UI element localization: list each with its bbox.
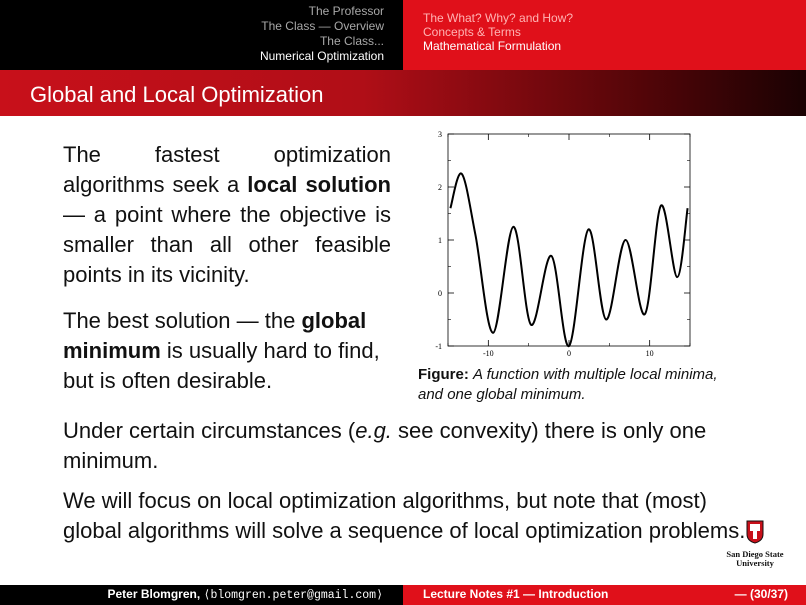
x-tick-label: 10 [645, 349, 654, 358]
footer-author [107, 587, 383, 602]
caption-label: Figure: [418, 366, 469, 383]
university-name-line1: San Diego State [726, 549, 784, 559]
p1-text-end: — a point where the objective is smaller than all other feasible points in its vicinity. [63, 202, 391, 287]
paragraph-focus: We will focus on local optimization algorithms, but note that (most) global algorithms will solve a sequence of local optimization problems. [63, 488, 746, 543]
y-tick-label: -1 [435, 342, 442, 351]
p3-text-end: see convexity) there is only one minimum. [63, 418, 707, 473]
figure-caption [418, 365, 738, 405]
nav-item-class[interactable]: The Class... [319, 34, 384, 48]
plot-axes [448, 134, 690, 346]
x-tick-label: -10 [482, 349, 494, 358]
subsection-nav [423, 11, 573, 53]
function-plot [418, 128, 718, 360]
footer-page-number: — (30/37) [734, 587, 788, 601]
footer-bar [0, 585, 806, 605]
y-tick-label: 0 [438, 289, 442, 298]
p2-text-end: is usually hard to find, but is often desirable. [63, 338, 380, 393]
paragraph-global-minimum [63, 306, 391, 396]
nav-item-professor[interactable]: The Professor [308, 4, 384, 18]
author-name: Peter Blomgren, [107, 587, 201, 601]
university-name-line2: University [736, 558, 774, 568]
plot-series [450, 173, 687, 346]
paragraph-local-solution [63, 140, 391, 290]
p2-bold-term: global minimum [63, 308, 367, 363]
p1-text: The fastest optimization algorithms seek a [63, 142, 391, 197]
caption-text: A function with multiple local minima, and one global minimum. [418, 366, 718, 403]
sdsu-shield-icon [746, 520, 764, 544]
function-curve [450, 173, 687, 346]
p1-bold-term: local solution [247, 172, 391, 197]
frame-title-bar [0, 70, 806, 116]
x-tick-label: 0 [567, 349, 571, 358]
plot-frame [448, 134, 690, 346]
footer-right [403, 585, 806, 605]
nav-left-panel [0, 0, 403, 70]
nav-item-concepts-terms[interactable]: Concepts & Terms [423, 25, 521, 39]
nav-item-mathematical-formulation[interactable]: Mathematical Formulation [423, 39, 562, 53]
p3-text: Under certain circumstances ( [63, 418, 356, 443]
y-tick-label: 3 [438, 130, 442, 139]
university-name [722, 550, 788, 568]
nav-right-panel [403, 0, 806, 70]
nav-item-numerical-optimization[interactable]: Numerical Optimization [259, 49, 384, 63]
nav-item-what-why-how[interactable]: The What? Why? and How? [423, 11, 574, 25]
frame-title: Global and Local Optimization [30, 82, 324, 107]
navigation-bar [0, 0, 806, 70]
university-logo [722, 520, 788, 568]
y-tick-label: 1 [438, 236, 442, 245]
section-nav [260, 4, 384, 64]
author-email[interactable]: ⟨blomgren.peter@gmail.com⟩ [203, 589, 383, 602]
footer-lecture-title: Lecture Notes #1 — Introduction [423, 587, 609, 601]
footer-left [0, 585, 403, 605]
p2-text: The best solution — the [63, 308, 302, 333]
nav-item-class-overview[interactable]: The Class — Overview [261, 19, 384, 33]
p3-italic: e.g. [355, 418, 392, 443]
paragraph-convexity [63, 416, 743, 476]
y-tick-label: 2 [438, 183, 442, 192]
